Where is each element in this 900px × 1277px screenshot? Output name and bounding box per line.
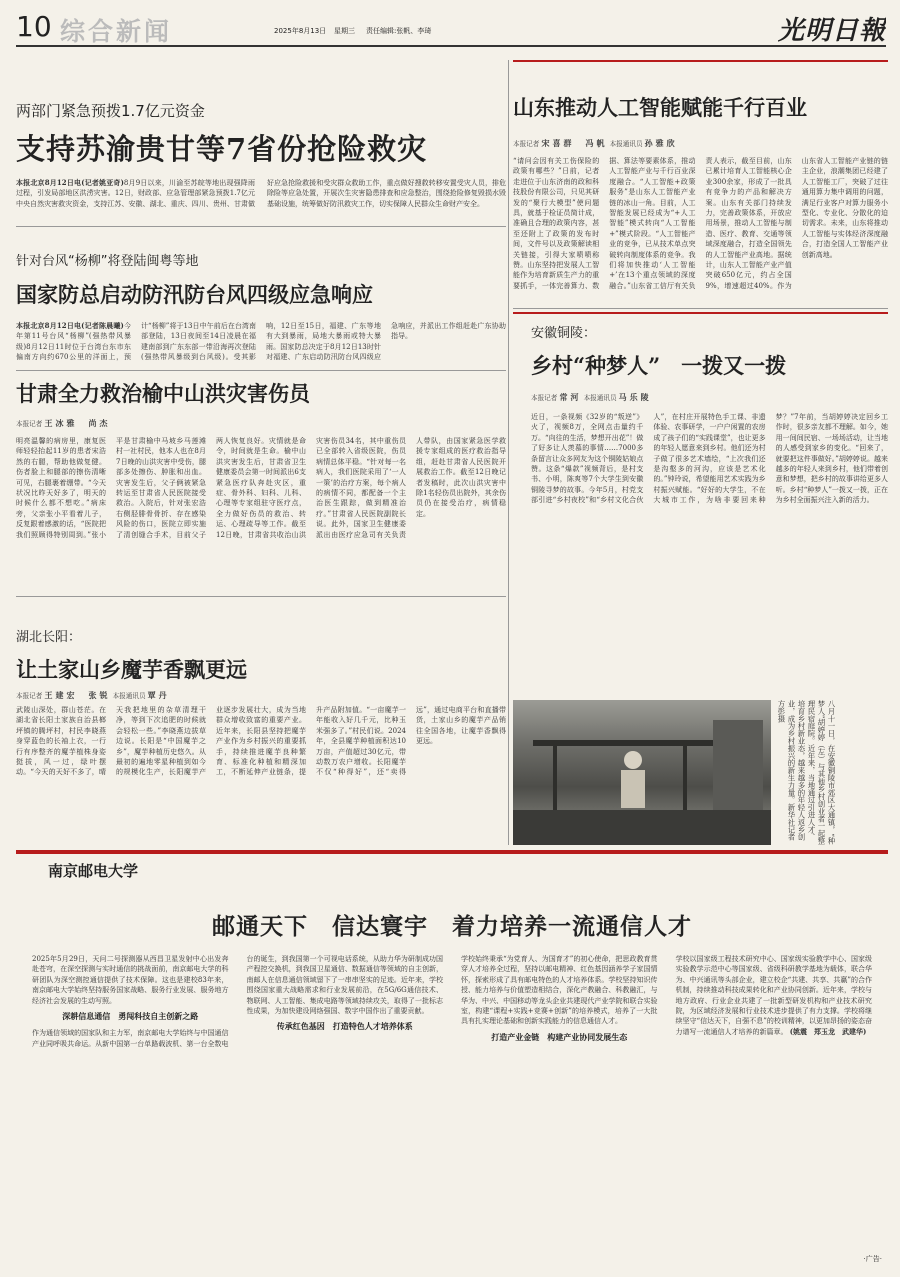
article-body: 8月9日以来，川渝至苏皖等地出现强降雨过程，引发局部地区洪涝灾害。12日，财政部、应急管理部紧急预拨1.7亿元中央自然灾害救灾资金，支持江苏、安徽、湖北、重庆、四川、贵州、甘肃做好应急抢险救援和受灾群众救助工作，重点做好搜救转移安置受灾人员，排危除险等应急处置，开展次生灾害隐患排查和应急整治，围绕抢险修复毁损水毁基础设施，统筹做好防汛救灾工作，切实保障人民群众生命财产安全。 [16,179,506,208]
masthead-rule [16,45,886,47]
ad-body [32,954,872,1254]
byline-label: 本报通讯员 [583,394,617,402]
article-relief-funds [16,100,506,220]
article-typhoon [16,250,506,380]
article-headline: 支持苏渝贵甘等7省份抢险救灾 [16,132,428,166]
ad-njupt [16,850,888,1270]
byline-label: 本报通讯员 [609,140,643,148]
issue-weekday: 星期三 [334,27,355,35]
issue-date: 2025年8月13日 [274,27,327,35]
article-body: 明亮温馨的病房里，康复医师轻轻抬起11岁的患者宋浩然的右腿，帮助他做复健。伤者脸上和腿部的擦伤清晰可见，右腿裹着绷带。“今天状况比昨天好多了，明天的时候什么都不想吃。”病床旁，父亲张小平看着儿子，反复跟着感激的话，“医院把我们照顾得特别周到。”张小平是甘肃榆中马坡乡马莲滩村一社村民，他本人也在8月7日晚的山洪灾害中受伤，腿部多处擦伤、肿胀和出血。灾害发生后，父子俩被紧急转运至甘肃省人民医院接受救治。入院后，针对张宏浩右侧胫腓骨骨折、存在感染风险的伤口，医院立即实施了清创缝合手术，目前父子两人恢复良好。灾情就是命令，时间就是生命。榆中山洪灾害发生后，甘肃省卫生健康委员会第一时间派出6支紧急医疗队奔赴灾区，重症、骨外科、妇科、儿科、心理等专家组驻守医疗点，全力做好伤员的救治、转运、心理疏导等工作。截至12日晚，甘肃省共收治山洪灾害伤员34名，其中重伤员已全部转入省级医院，伤员病情总体平稳。“针对每一名病人，我们医院采用了‘一人一策’的治疗方案，每个病人的病情不同，都配备一个主治医生跟踪，做到精准治疗。”甘肃省人民医院副院长说。此外，国家卫生健康委派出由医疗应急司有关负责人带队，由国家紧急医学救援专家组成的医疗救治指导组，赶赴甘肃省人民医院开展救治工作。截至12日晚记者发稿时，此次山洪灾害中除1名轻伤员出院外，其余伤员仍在接受治疗，病情稳定。 [16,437,506,539]
article-byline [531,392,652,403]
article-byline [16,418,110,429]
column-divider [508,60,509,845]
page-number: 10 [16,10,52,43]
article-gansu-rescue [16,378,506,590]
article-body: 今年第11号台风“杨柳”(强热带风暴级)8月12日11时位于台湾台东市东偏南方向约670公里的洋面上，预计“杨柳”将于13日中午前后在台湾南部登陆，13日夜间至14日凌晨在福建南部到广东东部一带沿海再次登陆(强热带风暴级到台风级)。受其影响，12日至15日，福建、广东等地有大到暴雨，局地大暴雨或特大暴雨。国家防总决定于8月12日13时针对福建、广东启动防汛防台风四级应急响应，并派出工作组赶赴广东协助指导。 [16,322,506,362]
article-headline: 让土家山乡魔芋香飘更远 [16,657,247,682]
byline-reporters: 王建宏 张锐 [44,690,111,700]
byline-reporters: 常河 [559,392,582,402]
headline-bar [513,60,888,62]
ad-subhead: 传承红色基因 打造特色人才培养体系 [276,1022,413,1032]
byline-reporters: 宋喜群 冯帆 [541,138,608,148]
ad-label: ·广告· [863,1255,882,1263]
byline-reporters: 王冰雅 尚杰 [44,418,111,428]
ad-subhead: 打造产业金链 构建产业协同发展生态 [491,1032,628,1042]
byline-label: 本报记者 [16,420,43,428]
byline-label: 本报通讯员 [112,692,146,700]
article-headline: 乡村“种梦人” 一拨又一拨 [531,353,787,378]
ad-headline: 邮通天下 信达寰宇 着力培养一流通信人才 [212,913,692,940]
news-photo [513,700,771,845]
article-kicker: 湖北长阳： [16,630,82,645]
divider [16,226,506,227]
divider [513,308,888,309]
article-body: 近日，一条视频《32岁的“叛逆”》火了，视频8万，全网点击量约千万。“向往的生活，梦想开出花”！做了好多让人羡慕的事情……7000多条留言让众多网友为这个铜陵姑娘点赞。这条“爆款”视频背后，是村支书、小明，陈爽等7个大学生到安徽铜陵寻梦的故事。今年5月，村党支部引进“乡村夜校”和“乡村文化合伙人”，在村庄开展特色手工课、非遗体验、农事研学，一户户闲置的农房成了孩子们的“实践课堂”，也让更多的年轻人愿意来到乡村。他们还为村子做了很多艺术墙绘，“上次我们还是沟壑多的河沟，应该是艺术化的。”钟玲说，希望能用艺术实践为乡村振兴赋能。“好好的大学生，不在大城市工作，为啥非要回来种梦？”7年前，当胡婷婷决定回乡工作时，很多亲友都不理解。如今，她用一间间民宿、一场场活动，让当地的人感受到家乡的变化。“回来了，就要把这件事做好。”胡婷婷说。越来越多的年轻人来到乡村，他们带着创意和梦想，把乡村的故事讲给更多人听。乡村“种梦人”一拨又一拨，正在为乡村全面振兴注入新的活力。 [531,413,888,505]
article-byline [513,138,678,149]
article-kicker: 安徽铜陵： [531,326,597,341]
article-dateline: 本报北京8月12日电(记者陈晨曦) [16,321,124,330]
article-byline [16,690,170,701]
byline-reporters: 覃丹 [147,690,170,700]
photo-caption [776,700,888,845]
article-kicker: 针对台风“杨柳”将登陆闽粤等地 [16,254,199,269]
article-konjac [16,600,506,845]
article-body: 武陵山深处，群山苍茫。在湖北省长阳土家族自治县榔坪镇的腾坪村，村民李晓燕身穿蓝色的长袖上衣，一行行有序整齐的魔芋植株身姿挺拔，风一过，绿叶摆动。“今天的天好不多了，晴天我把地里的杂草清理干净，等到下次追肥的时候就会轻松一些。”李晓燕边拔草边说。长阳是“中国魔芋之乡”，魔芋种植历史悠久。从最初的遍地零星种植到如今的规模化生产，长阳魔芋产业逐步发展壮大，成为当地群众增收致富的重要产业。近年来，长阳县坚持把魔芋产业作为乡村振兴的重要抓手，持续推进魔芋良种繁育、标准化种植和精深加工，不断延伸产业链条，提升产品附加值。“一亩魔芋一年能收入好几千元，比种玉米强多了。”村民们说。2024年，全县魔芋种植面积达10万亩，产值超过30亿元，带动数万农户增收。长阳魔芋不仅“种得好”，还“卖得远”，通过电商平台和直播带货，土家山乡的魔芋产品销往全国各地，让魔芋香飘得更远。 [16,706,506,777]
ad-kicker: 南京邮电大学 [48,862,139,880]
ad-paragraph: 学校以国家级工程技术研究中心、国家级实验教学中心、国家级实验教学示范中心等国家级、省级科研教学基地为载体，联合华为、中兴通讯等头部企业，建立校企“共建、共享、共赢”的合作机制，持续推动科技成果转化和产业协同创新。近年来，学校与地方政府、行业企业共建了一批新型研发机构和产业技术研究院，为区域经济发展和行业技术进步提供了有力支撑。学校将继续坚守“信达天下，自强不息”的校训精神，以更加昂扬的姿态奋力谱写一流通信人才培养的新篇章。 [675,955,872,1036]
article-shandong-ai [513,60,888,304]
ad-paragraph: 作为通信领域的国家队和主力军，南京邮电大学始终与中国通信产业同呼吸共命运。从新中国第一台单路载波机、第一台全数电台的诞生，到我国第一个可视电话系统，从助力华为研制成功国产程控交换机，到我国卫星通信、数据通信等领域的自主创新，南邮人在信息通信领域留下了一串串坚实的足迹。近年来，学校围绕国家重大战略需求和行业发展前沿，在5G/6G通信技术、物联网、人工智能、集成电路等领域持续攻关，取得了一批标志性成果，为加快建设网络强国、数字中国作出了重要贡献。 [32,955,443,1048]
article-dateline: 本报北京8月12日电(记者姚亚奇) [16,178,124,187]
byline-label: 本报记者 [16,692,43,700]
ad-subhead: 深耕信息通信 勇闯科技自主创新之路 [62,1012,199,1022]
divider [16,370,506,371]
newspaper-logo: 光明日報 [777,16,886,44]
article-headline: 山东推动人工智能赋能千行百业 [513,95,807,120]
byline-label: 本报记者 [531,394,558,402]
byline-reporters: 马乐陵 [618,392,652,402]
ad-top-bar [16,850,888,854]
ad-author: (姚震 郑玉龙 武建华) [789,1026,867,1036]
masthead [16,10,886,44]
page-editor: 责任编辑:张帆、李琦 [366,27,432,35]
headline-bar [513,312,888,314]
byline-label: 本报记者 [513,140,540,148]
byline-reporters: 孙雅欣 [644,138,678,148]
article-headline: 甘肃全力救治榆中山洪灾害伤员 [16,381,310,406]
article-body: “请问会因有关工伤保险的政策有哪些？”日前，记者走进位于山东济南的政和科技股份有限公司，只见其研发的“聚行大模型”使问题具，就基于检证员简计成，准确且合理的政策内容，甚至还附上了政策的发布时间，文件号以及政策解读相关链接，引得大家啧啧称赞。山东坚持把发展人工智能作为培育新质生产力的重要抓手，一体完善算力、数据、算法等要素体系，推动人工智能产业与千行百业深度融合。“人工智能+政策服务”是山东人工智能产业链的冰山一角。目前，人工智能发展已经成为“+人工智能”模式转向“人工智能+”模式阶段。“人工智能产业的竞争，已从技术单点突破转向制度体系的竞争。我们将加快推动‘人工智能+’在13个重点领域的深度融合。”山东省工信厅有关负责人表示，截至目前，山东已累计培育人工智能核心企业300余家，形成了一批具有竞争力的产品和解决方案。山东有关部门持续发力，完善政策体系，开放应用场景，推动人工智能与制造、医疗、教育、交通等领域深度融合，打造全国领先的人工智能产业高地。据统计，山东人工智能产业产值突破650亿元，约占全国9%，增速超过40%。作为山东省人工智能产业链的链主企业，浪潮集团已经建了人工智能工厂，突破了过往通用算力集中调用的问题，满足行业客户对算力服务小型化、专业化、分散化的迫切需求。未来，山东将推动人工智能与实体经济深度融合，打造全国人工智能产业创新高地。 [513,157,888,290]
ad-intro: 2025年5月29日，天问二号探测器从西昌卫星发射中心出发奔赴苍穹，在深空探测与实时通信的挑战面前，南京邮电大学的科研团队为深空测控通信提供了技术保障。这也是建校83年来，南京邮电大学始终坚持服务国家战略、服务行业发展、服务地方经济社会发展的生动写照。 [32,955,229,1005]
article-kicker: 两部门紧急预拨1.7亿元资金 [16,102,205,120]
divider [16,596,506,597]
section-name: 综合新闻 [60,17,173,44]
ad-paragraph: 学校始终秉承“为党育人、为国育才”的初心使命，把思政教育贯穿人才培养全过程，坚持以邮电精神、红色基因涵养学子家国情怀，探索形成了具有邮电特色的人才培养体系。学校坚持知识传授、能力培养与价值塑造相结合，深化产教融合、科教融汇，与华为、中兴、中国移动等龙头企业共建现代产业学院和联合实验室，构建“课程+实践+竞赛+创新”的培养模式，培养了一大批具有扎实理论基础和创新实践能力的信息通信人才。 [461,955,658,1026]
article-headline: 国家防总启动防汛防台风四级应急响应 [16,282,373,307]
article-tongling [513,312,888,692]
worker-illustration [513,700,771,845]
photo-caption-text: 八月十一日，在安徽铜陵市郊区大通镇，“种梦人”胡婷婷（左）与其他乡村创业者一起整理民宿庭院。近年来，当地通过引进人才、培育乡村新业态，越来越多的年轻人返乡创业，成为乡村振兴的新生力量。新华社记者 方彭摄 [777,700,836,845]
